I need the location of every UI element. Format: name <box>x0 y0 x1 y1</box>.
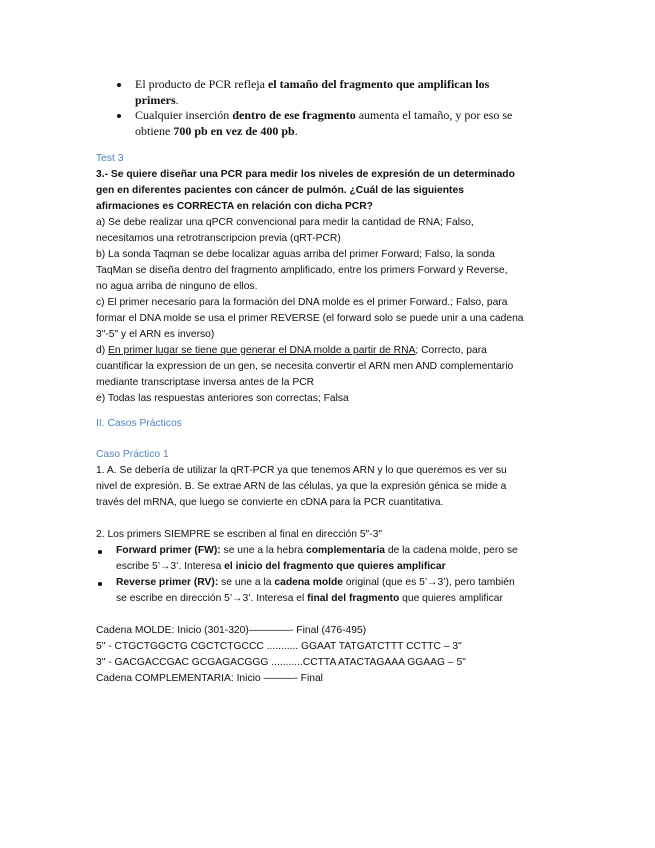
question-line: afirmaciones es CORRECTA en relación con dicha PCR? <box>96 201 373 212</box>
answer-d: cuantificar la expression de un gen, se necesita convertir el ARN men AND complementario <box>96 361 514 372</box>
section-title: II. Casos Prácticos <box>96 418 182 429</box>
case-paragraph: nivel de expresión. B. Se extrae ARN de las células, ya que la expresión génica se mide a <box>96 481 507 492</box>
answer-b: TaqMan se diseña dentro del fragmento amplificado, entre los primers Forward y Reverse, <box>96 265 508 276</box>
answer-e: e) Todas las respuestas anteriores son correctas; Falsa <box>96 393 349 404</box>
answer-d: d) En primer lugar se tiene que generar el DNA molde a partir de RNA; Correcto, para <box>96 345 487 356</box>
forward-primer-item: Forward primer (FW): se une a la hebra complementaria de la cadena molde, pero se <box>116 545 518 556</box>
bullet-dot <box>98 550 102 554</box>
forward-primer-item: escribe 5’→3’. Interesa el inicio del fragmento que quieres amplificar <box>116 561 446 572</box>
bullet-dot <box>117 83 121 87</box>
question-line: 3.- Se quiere diseñar una PCR para medir los niveles de expresión de un determinado <box>96 169 515 180</box>
sequence-line: Cadena COMPLEMENTARIA: Inicio ———- Final <box>96 673 323 684</box>
case-paragraph: 2. Los primers SIEMPRE se escriben al final en dirección 5"-3" <box>96 529 383 540</box>
answer-b: b) La sonda Taqman se debe localizar aguas arriba del primer Forward; Falso, la sonda <box>96 249 495 260</box>
answer-d: mediante transcriptase inversa antes de la PCR <box>96 377 315 388</box>
reverse-primer-item: Reverse primer (RV): se une a la cadena molde original (que es 5’→3’), pero también <box>116 577 515 588</box>
answer-c: c) El primer necesario para la formación del DNA molde es el primer Forward.; Falso, para <box>96 297 508 308</box>
answer-c: 3"-5" y el ARN es inverso) <box>96 329 215 340</box>
sequence-line: 5" - CTGCTGGCTG CGCTCTGCCC ........... GGAAT TATGATCTTT CCTTC – 3" <box>96 641 462 652</box>
sequence-line: 3" - GACGACCGAC GCGAGACGGG ...........CCTTA ATACTAGAAA GGAAG – 5" <box>96 657 466 668</box>
case-paragraph: 1. A. Se debería de utilizar la qRT-PCR ya que tenemos ARN y lo que queremos es ver su <box>96 465 507 476</box>
answer-c: formar el DNA molde se usa el primer REVERSE (el forward solo se puede unir a una cadena <box>96 313 524 324</box>
answer-a: necesitamos una retrotranscripcion previa (qRT-PCR) <box>96 233 341 244</box>
bullet-dot <box>117 114 121 118</box>
case-paragraph: través del mRNA, que luego se convierte en cDNA para la PCR cuantitativa. <box>96 497 444 508</box>
intro-bullet-1: El producto de PCR refleja el tamaño del fragmento que amplifican los primers. <box>135 77 490 107</box>
case-label: Caso Práctico 1 <box>96 449 169 460</box>
test-label: Test 3 <box>96 153 124 164</box>
answer-a: a) Se debe realizar una qPCR convencional para medir la cantidad de RNA; Falso, <box>96 217 474 228</box>
sequence-line: Cadena MOLDE: Inicio (301-320)————- Final (476-495) <box>96 625 367 636</box>
bullet-dot <box>98 582 102 586</box>
intro-bullet-2: Cualquier inserción dentro de ese fragmento aumenta el tamaño, y por eso se obtiene 700 pb en vez de 400 pb. <box>135 108 513 138</box>
answer-b: no agua arriba de ninguno de ellos. <box>96 281 258 292</box>
question-line: gen en diferentes pacientes con cáncer de pulmón. ¿Cuál de las siguientes <box>96 185 464 196</box>
reverse-primer-item: se escribe en dirección 5’→3’. Interesa el final del fragmento que quieres amplificar <box>116 593 503 604</box>
